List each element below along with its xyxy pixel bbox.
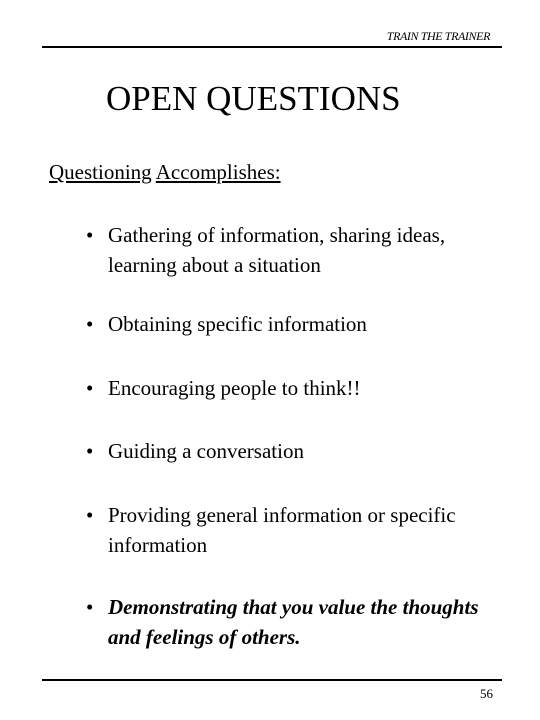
running-header: TRAIN THE TRAINER: [386, 29, 490, 43]
subheading-word-questioning: Questioning: [49, 160, 152, 184]
header-rule: [42, 46, 502, 48]
bullet-marker: •: [86, 439, 94, 463]
bullet-item-obtaining: [86, 309, 506, 339]
bullet-text: Providing general information or specific information: [108, 503, 456, 557]
bullet-item-encouraging: [86, 373, 506, 403]
bullet-marker: •: [86, 595, 94, 619]
bullet-marker: •: [86, 376, 94, 400]
bullet-marker: •: [86, 223, 94, 247]
page-title: OPEN QUESTIONS: [106, 79, 401, 118]
page-number: 56: [480, 686, 493, 701]
subheading-word-accomplishes: Accomplishes:: [155, 160, 281, 184]
bullet-text: Encouraging people to think!!: [108, 376, 361, 400]
bullet-marker: •: [86, 312, 94, 336]
bullet-item-demonstrating: [86, 592, 506, 652]
bullet-text: Obtaining specific information: [108, 312, 367, 336]
subheading: [49, 160, 281, 185]
bullet-text: Guiding a conversation: [108, 439, 304, 463]
bullet-item-providing: [86, 500, 506, 560]
footer-rule: [42, 679, 502, 681]
bullet-text: Demonstrating that you value the thoughts and feelings of others.: [108, 595, 479, 649]
bullet-text: Gathering of information, sharing ideas, learning about a situation: [108, 223, 446, 277]
bullet-marker: •: [86, 503, 94, 527]
bullet-item-gathering: [86, 220, 506, 280]
bullet-item-guiding: [86, 436, 506, 466]
